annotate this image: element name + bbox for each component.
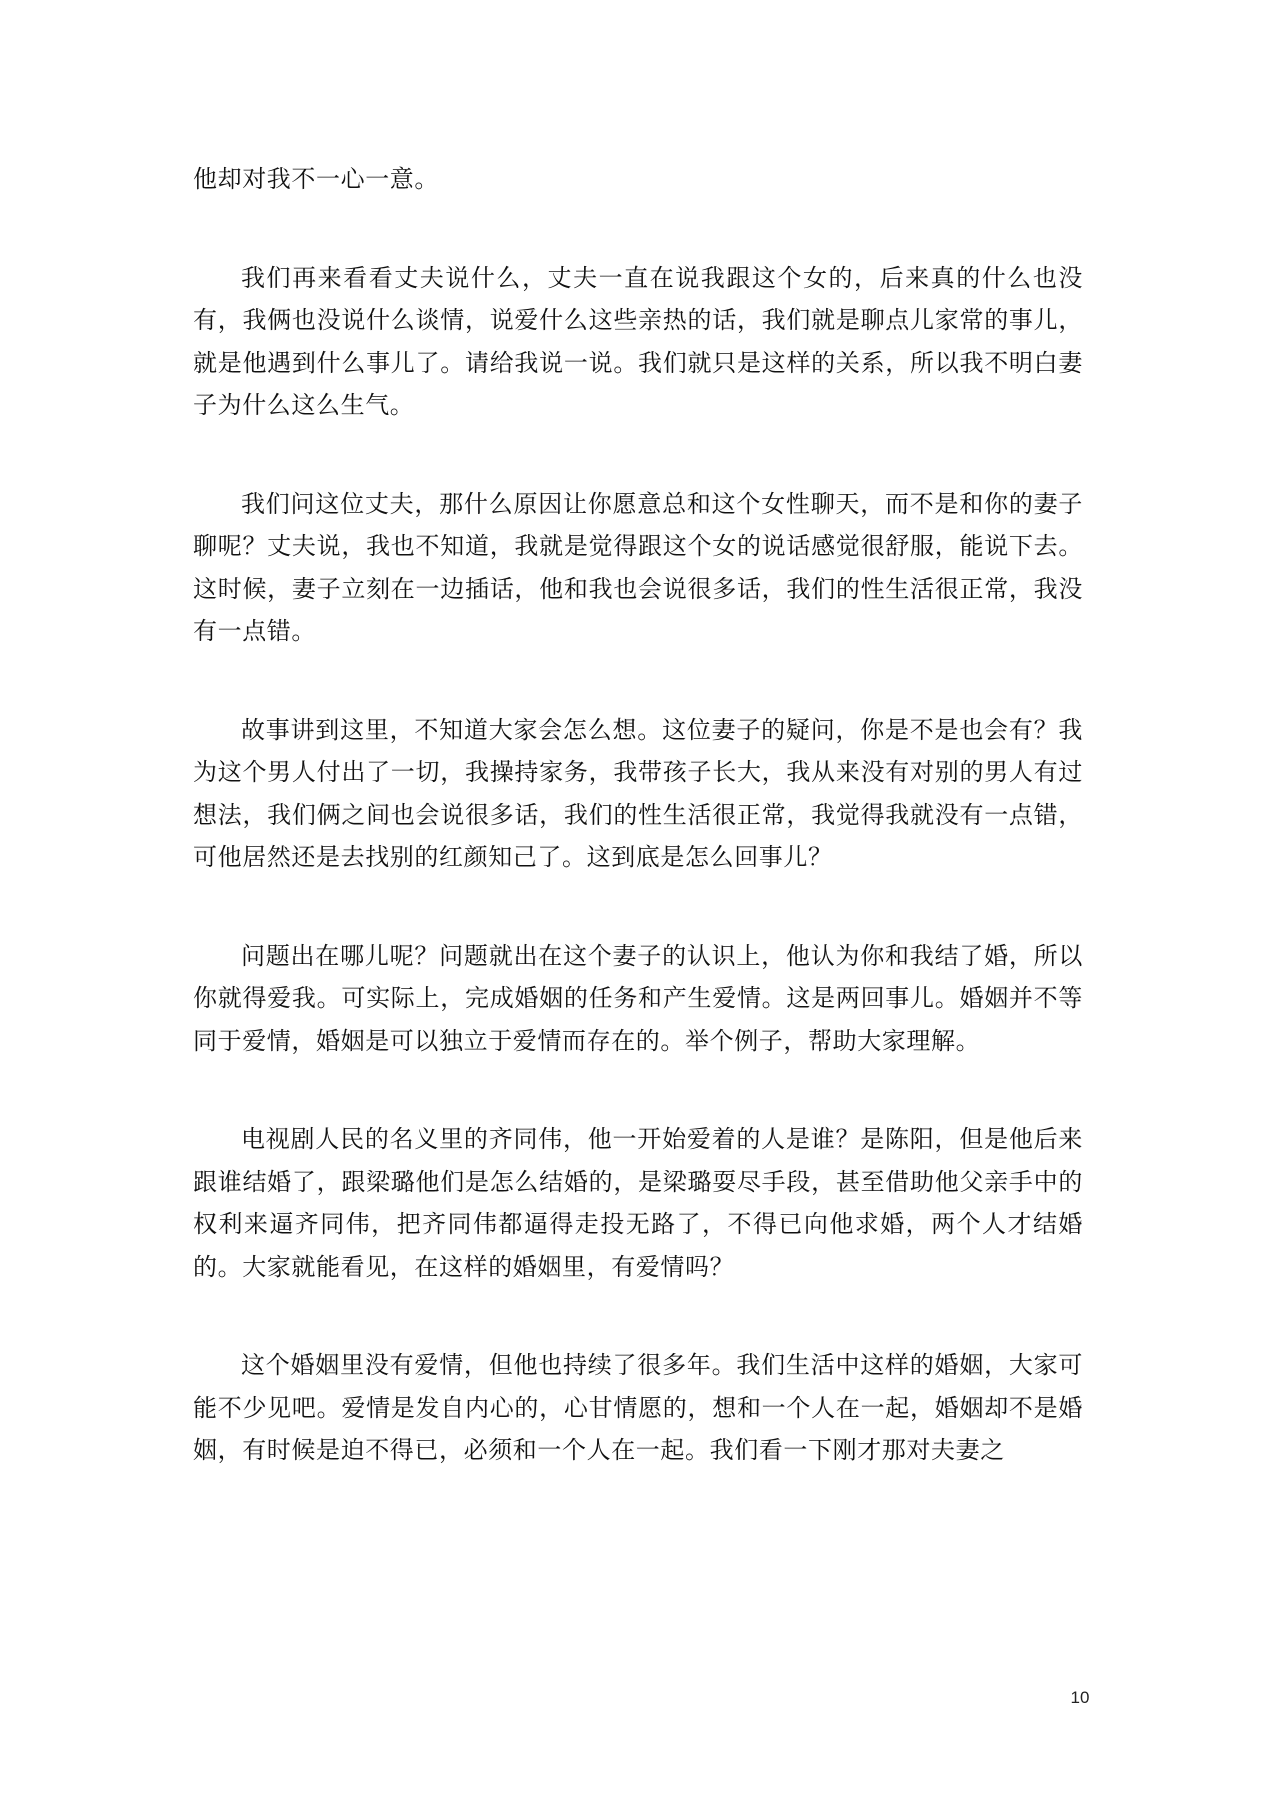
paragraph-7: 这个婚姻里没有爱情，但他也持续了很多年。我们生活中这样的婚姻，大家可能不少见吧。爱情是发自内心的，心甘情愿的，想和一个人在一起，婚姻却不是婚姻，有时候是迫不得已，必须和一个人在一起。我们看一下刚才那对夫妻之	[193, 1351, 1083, 1464]
paragraph-5: 问题出在哪儿呢？问题就出在这个妻子的认识上，他认为你和我结了婚，所以你就得爱我。可实际上，完成婚姻的任务和产生爱情。这是两回事儿。婚姻并不等同于爱情，婚姻是可以独立于爱情而存在的。举个例子，帮助大家理解。	[193, 941, 1083, 1055]
paragraph-1: 他却对我不一心一意。	[193, 165, 439, 193]
page-number: 10	[1070, 1688, 1090, 1707]
document-body	[193, 158, 1083, 1528]
paragraph-3: 我们问这位丈夫，那什么原因让你愿意总和这个女性聊天，而不是和你的妻子聊呢？丈夫说，我也不知道，我就是觉得跟这个女的说话感觉很舒服，能说下去。这时候，妻子立刻在一边插话，他和我也会说很多话，我们的性生活很正常，我没有一点错。	[193, 489, 1083, 645]
paragraph-4: 故事讲到这里，不知道大家会怎么想。这位妻子的疑问，你是不是也会有？我为这个男人付出了一切，我操持家务，我带孩子长大，我从来没有对别的男人有过想法，我们俩之间也会说很多话，我们的性生活很正常，我觉得我就没有一点错，可他居然还是去找别的红颜知己了。这到底是怎么回事儿？	[193, 715, 1083, 871]
paragraph-6: 电视剧人民的名义里的齐同伟，他一开始爱着的人是谁？是陈阳，但是他后来跟谁结婚了，跟梁璐他们是怎么结婚的，是梁璐耍尽手段，甚至借助他父亲手中的权利来逼齐同伟，把齐同伟都逼得走投无路了，不得已向他求婚，两个人才结婚的。大家就能看见，在这样的婚姻里，有爱情吗？	[193, 1125, 1083, 1281]
paragraph-2: 我们再来看看丈夫说什么，丈夫一直在说我跟这个女的，后来真的什么也没有，我俩也没说什么谈情，说爱什么这些亲热的话，我们就是聊点儿家常的事儿，就是他遇到什么事儿了。请给我说一说。我们就只是这样的关系，所以我不明白妻子为什么这么生气。	[193, 263, 1083, 419]
